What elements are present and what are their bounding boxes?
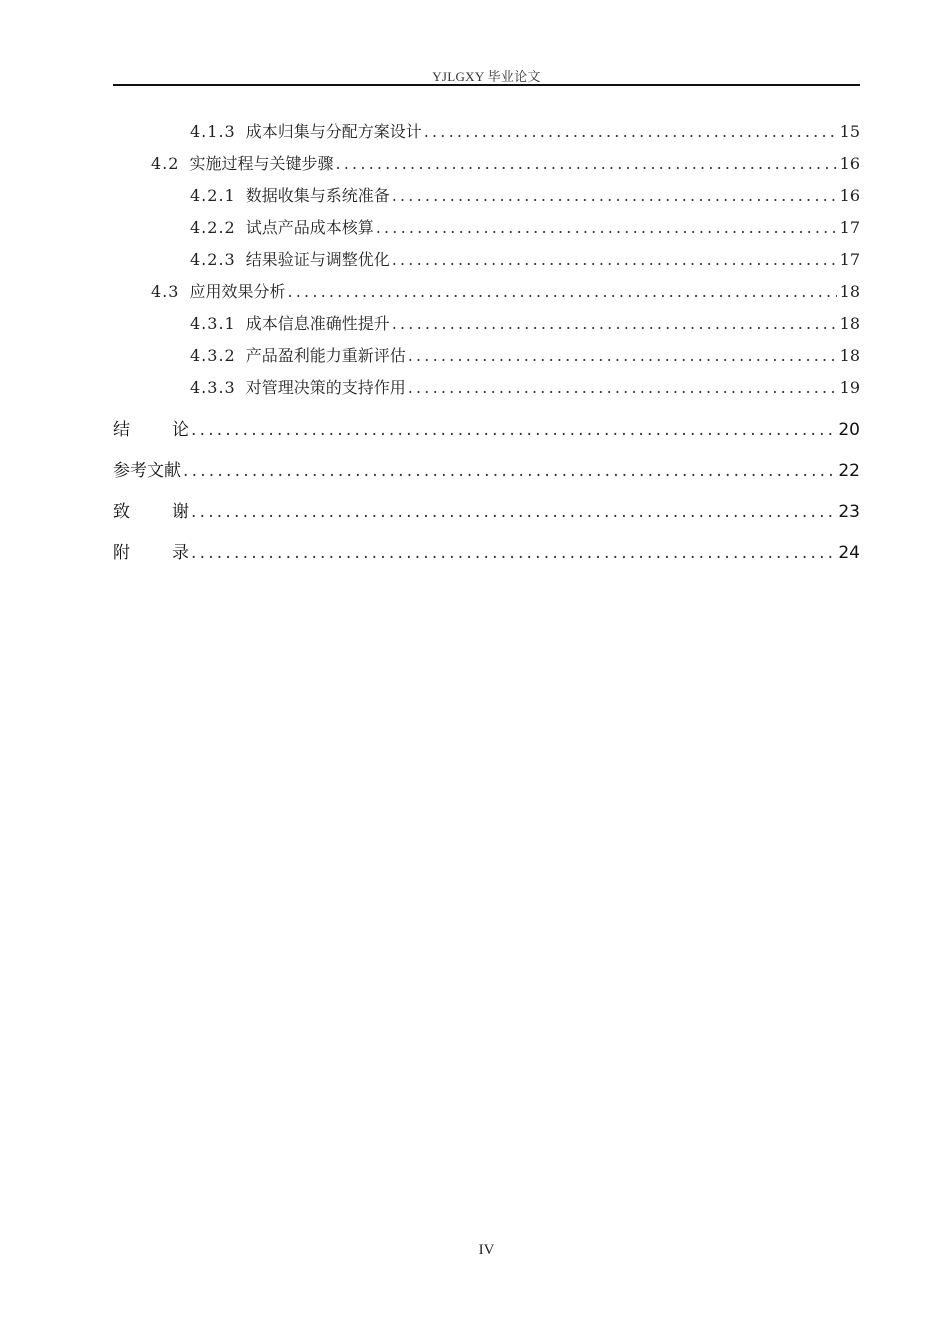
dot-leader: [191, 492, 835, 533]
toc-entry-page: 20: [838, 420, 860, 440]
toc-entry-title: 应用效果分析: [189, 282, 286, 301]
toc-entry-4-2-2[interactable]: [113, 212, 860, 244]
toc-entry-conclusion[interactable]: [113, 410, 860, 451]
toc-entry-page: 17: [839, 250, 860, 269]
toc-entry-title: 实施过程与关键步骤: [189, 154, 334, 173]
toc-entry-4-1-3[interactable]: [113, 116, 860, 148]
toc-entry-page: 24: [838, 543, 860, 563]
toc-entry-page: 18: [839, 346, 860, 365]
toc-entry-title: 数据收集与系统准备: [245, 186, 390, 205]
toc-entry-4-3-1[interactable]: [113, 308, 860, 340]
dot-leader: [392, 180, 837, 212]
toc-entry-page: 19: [839, 378, 860, 397]
toc-entry-number: 4.3.2: [190, 346, 236, 365]
page-number: IV: [478, 1242, 495, 1258]
dot-leader: [392, 308, 837, 340]
toc-entry-title: 试点产品成本核算: [245, 218, 374, 237]
toc-entry-title: 结论: [113, 420, 189, 440]
dot-leader: [376, 212, 837, 244]
toc-entry-number: 4.3.3: [190, 378, 236, 397]
toc-entry-title: 成本归集与分配方案设计: [245, 122, 422, 141]
toc-entry-acknowledgements[interactable]: [113, 492, 860, 533]
toc-entry-page: 23: [838, 502, 860, 522]
toc-entry-title: 参考文献: [113, 461, 181, 481]
toc-entry-page: 15: [839, 122, 860, 141]
toc-entry-number: 4.3.1: [190, 314, 236, 333]
dot-leader: [335, 148, 836, 180]
toc-entry-page: 18: [839, 282, 860, 301]
toc-entry-references[interactable]: [113, 451, 860, 492]
toc-entry-number: 4.2: [151, 154, 180, 173]
toc-entry-appendix[interactable]: [113, 533, 860, 574]
toc-entry-4-3-3[interactable]: [113, 372, 860, 404]
toc-entry-page: 17: [839, 218, 860, 237]
dot-leader: [408, 340, 837, 372]
toc-entry-title: 结果验证与调整优化: [245, 250, 390, 269]
toc-entry-number: 4.1.3: [190, 122, 236, 141]
toc-entry-page: 16: [839, 154, 860, 173]
toc-entry-title: 成本信息准确性提升: [245, 314, 390, 333]
toc-entry-number: 4.2.2: [190, 218, 236, 237]
toc-entry-4-2[interactable]: [113, 148, 860, 180]
toc-entry-page: 16: [839, 186, 860, 205]
dot-leader: [191, 410, 835, 451]
toc-entry-title: 附录: [113, 543, 189, 563]
toc-entry-number: 4.2.3: [190, 250, 236, 269]
dot-leader: [408, 372, 837, 404]
toc-entry-4-3-2[interactable]: [113, 340, 860, 372]
toc-entry-number: 4.3: [151, 282, 180, 301]
toc-entry-4-2-3[interactable]: [113, 244, 860, 276]
dot-leader: [287, 276, 836, 308]
header-rule: [113, 84, 860, 86]
dot-leader: [183, 451, 835, 492]
toc-entry-4-3[interactable]: [113, 276, 860, 308]
dot-leader: [191, 533, 835, 574]
table-of-contents: [113, 116, 860, 574]
toc-entry-title: 对管理决策的支持作用: [245, 378, 406, 397]
toc-entry-number: 4.2.1: [190, 186, 236, 205]
running-header: YJLGXY 毕业论文: [432, 69, 541, 84]
dot-leader: [424, 116, 837, 148]
dot-leader: [392, 244, 837, 276]
toc-entry-page: 22: [838, 461, 860, 481]
toc-entry-page: 18: [839, 314, 860, 333]
toc-entry-title: 致谢: [113, 502, 189, 522]
toc-entry-title: 产品盈利能力重新评估: [245, 346, 406, 365]
toc-entry-4-2-1[interactable]: [113, 180, 860, 212]
